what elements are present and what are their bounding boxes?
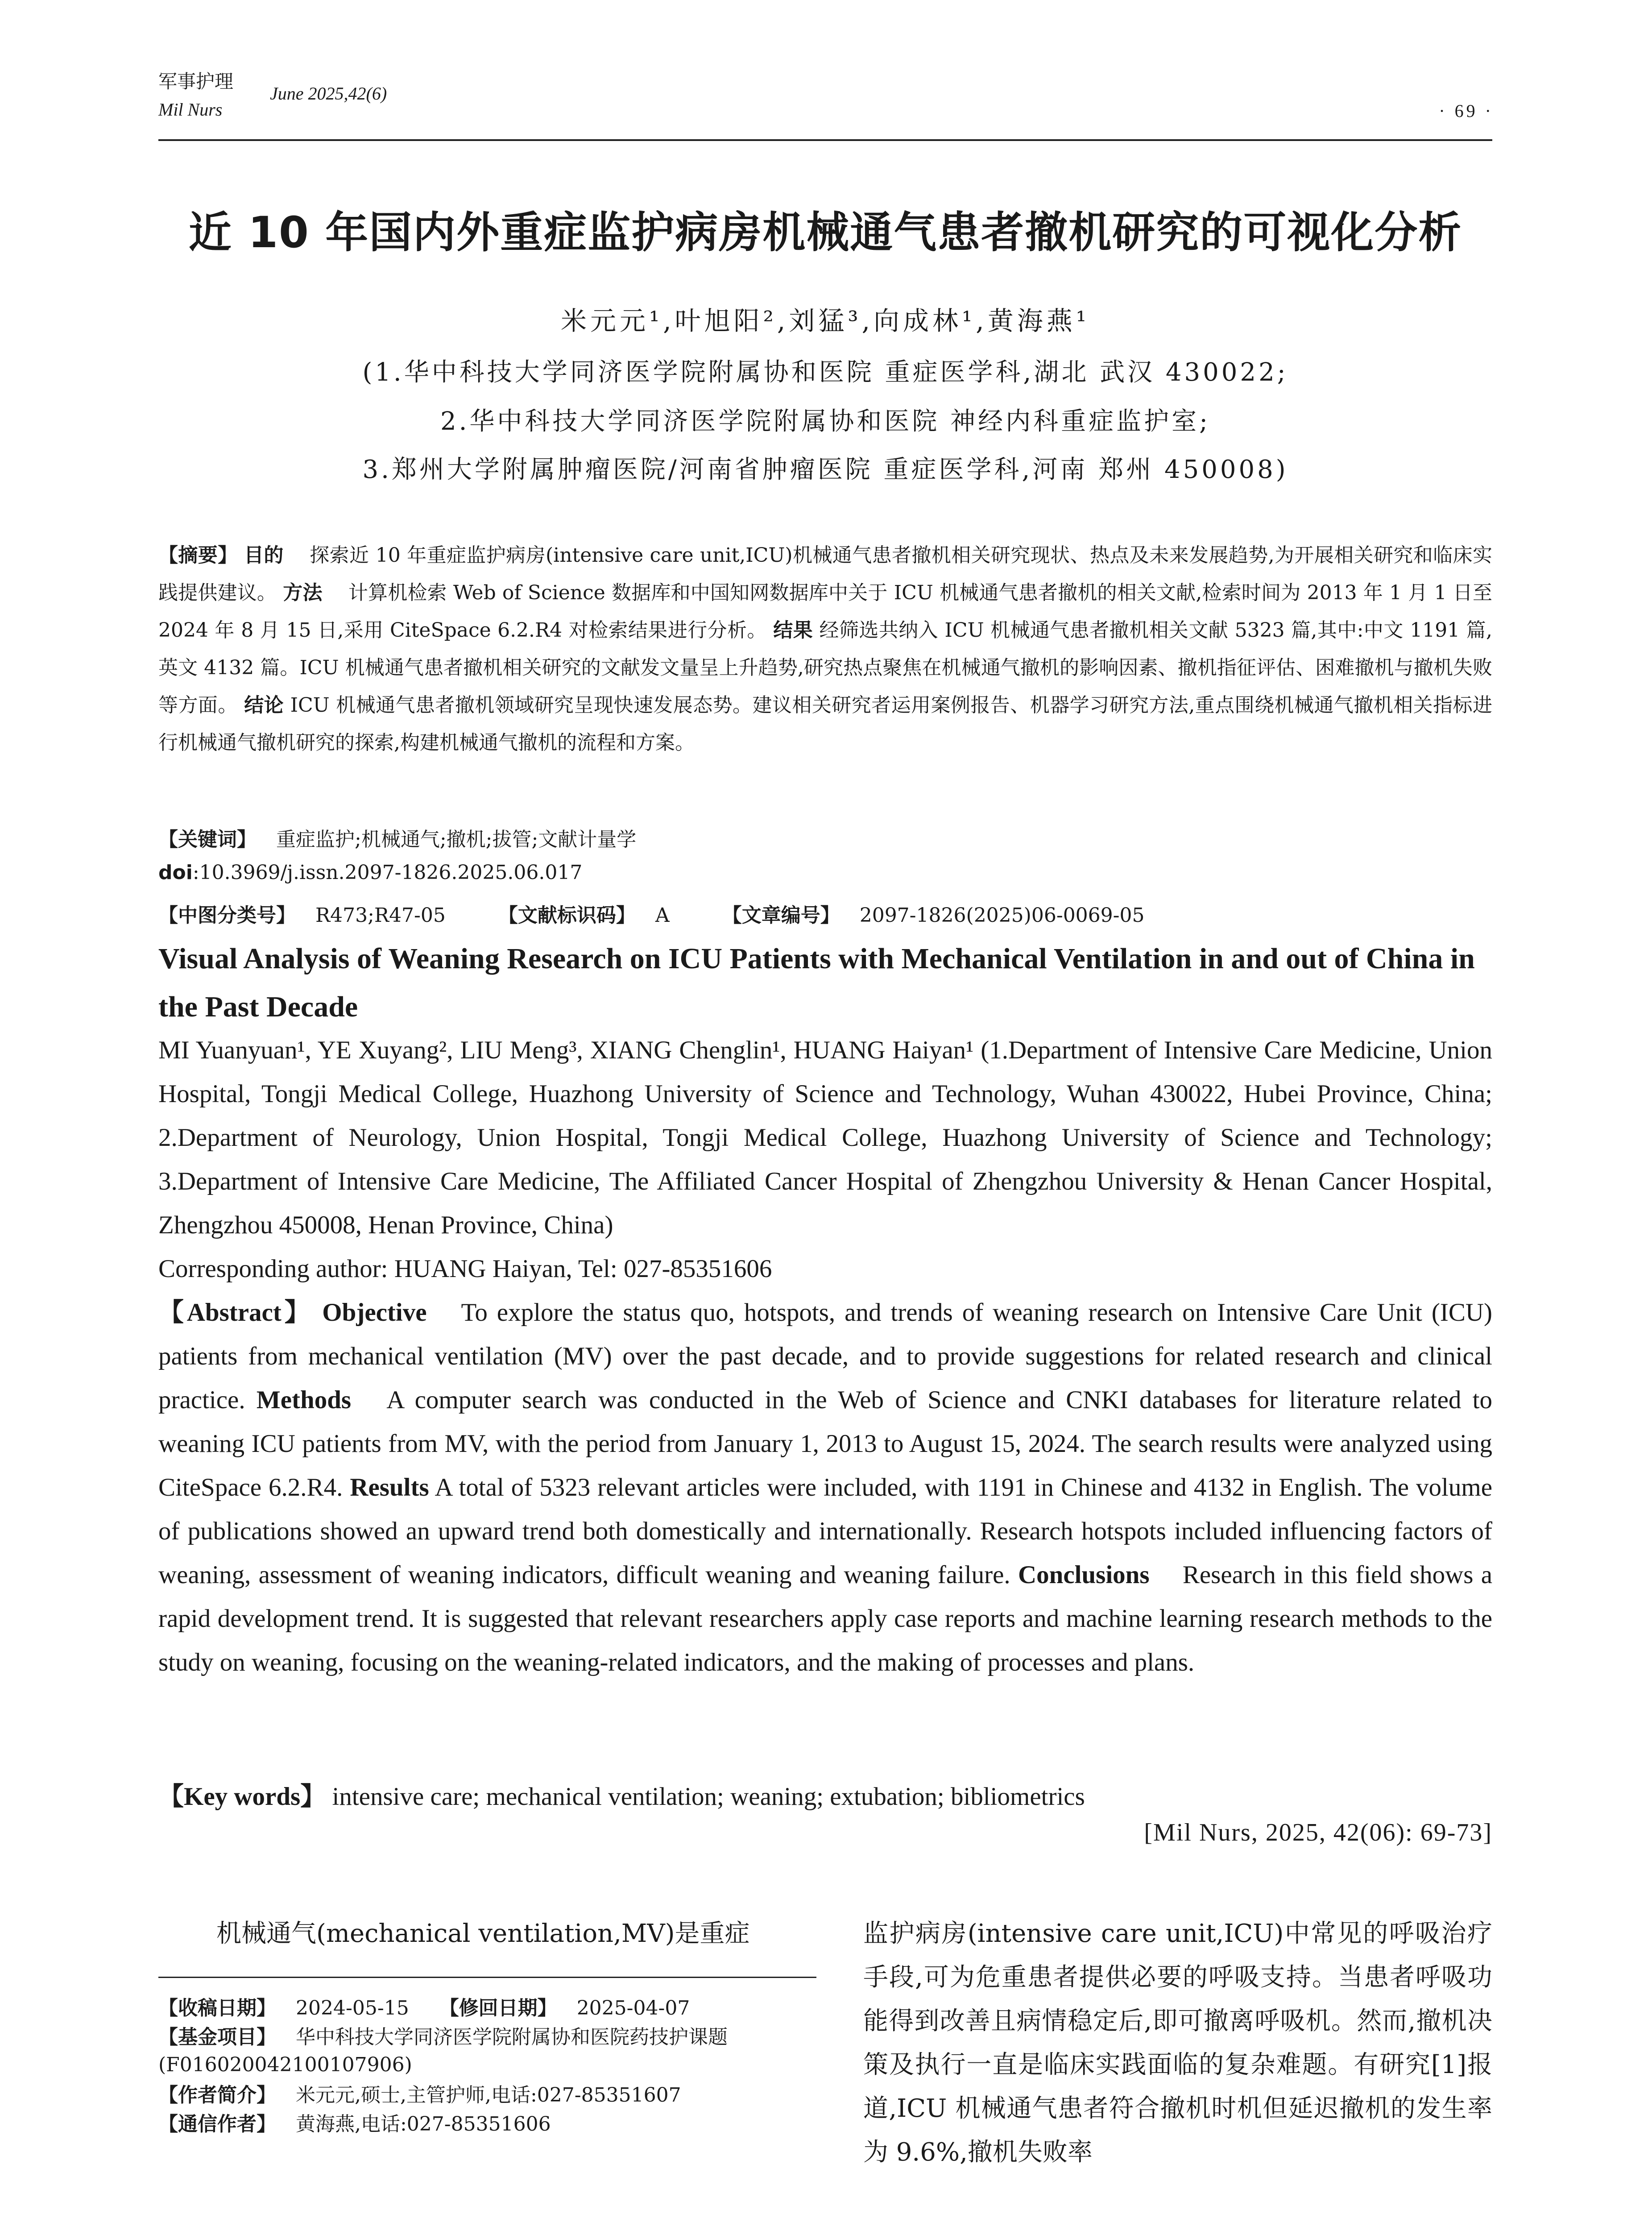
clc-value: R473;R47-05 — [315, 904, 446, 927]
en-objective: To explore the status quo, hotspots, and trends of weaning research on Intensive Care Unit (ICU) patients from mechanical ventilation (MV) over the past decade, and to provide suggestions for related research and clinical practice. — [158, 1298, 1492, 1414]
en-results-label: Results — [350, 1473, 429, 1501]
cn-abstract-label: 【摘要】 — [158, 544, 238, 567]
doc-code-value: A — [655, 904, 670, 927]
affiliation-2: 2.华中科技大学同济医学院附属协和医院 神经内科重症监护室; — [440, 407, 1211, 436]
english-keywords — [158, 1775, 1492, 1819]
english-title: Visual Analysis of Weaning Research on ICU Patients with Mechanical Ventilation in and out of China in the Past Decade — [158, 942, 1475, 1023]
english-authors: MI Yuanyuan¹, YE Xuyang², LIU Meng³, XIANG Chenglin¹, HUANG Haiyan¹ (1.Department of Intensive Care Medicine, Union Hospital, Tongji Medical College, Huazhong University of Science and Technology, Wuhan 430022, Hubei Province, China; 2.Department of Neurology, Union Hospital, Tongji Medical College, Huazhong University of Science and Technology; 3.Department of Intensive Care Medicine, The Affiliated Cancer Hospital of Zhengzhou University & Henan Cancer Hospital, Zhengzhou 450008, Henan Province, China) — [158, 1036, 1492, 1239]
footnote-corresponding — [158, 2111, 816, 2138]
en-methods: A computer search was conducted in the Web of Science and CNKI databases for literature related to weaning ICU patients from MV, with the period from January 1, 2013 to August 15, 2024. The search results were analyzed using CiteSpace 6.2.R4. — [158, 1386, 1493, 1501]
fund-label: 【基金项目】 — [158, 2026, 276, 2049]
doc-code-label: 【文献标识码】 — [498, 904, 636, 927]
cn-keywords — [158, 823, 636, 852]
en-keywords-label: 【Key words】 — [158, 1783, 326, 1811]
intro-left: 机械通气(mechanical ventilation,MV)是重症 — [216, 1919, 750, 1948]
en-abstract-label: 【Abstract】 — [158, 1298, 313, 1327]
en-keywords-value: intensive care; mechanical ventilation; weaning; extubation; bibliometrics — [332, 1783, 1085, 1811]
doi-label: doi — [158, 861, 193, 884]
doi-line — [158, 861, 582, 884]
citation: [Mil Nurs, 2025, 42(06): 69-73] — [1144, 1819, 1492, 1846]
author-bio-label: 【作者简介】 — [158, 2084, 276, 2107]
en-conclusions: Research in this field shows a rapid development trend. It is suggested that relevant researchers apply case reports and machine learning research methods to the study on weaning, focusing on the weaning-related indicators, and the making of processes and plans. — [158, 1561, 1492, 1676]
footnote-dates — [158, 1995, 816, 2022]
journal-name-en: Mil Nurs — [158, 100, 223, 120]
english-abstract — [158, 1291, 1492, 1684]
footnote-rule — [158, 1977, 816, 1978]
cn-objective-label: 目的 — [244, 544, 284, 567]
received-value: 2024-05-15 — [296, 1997, 409, 2020]
en-results: A total of 5323 relevant articles were included, with 1191 in Chinese and 4132 in English. The volume of publications showed an upward trend both domestically and internationally. Research hotspots included influencing factors of weaning, assessment of weaning indicators, difficult weaning and weaning failure. — [158, 1473, 1493, 1589]
cn-methods: 计算机检索 Web of Science 数据库和中国知网数据库中关于 ICU 机械通气患者撤机的相关文献,检索时间为 2013 年 1 月 1 日至 2024 年 8 月 15 日,采用 CiteSpace 6.2.R4 对检索结果进行分析。 — [158, 581, 1492, 642]
article-title: 近 10 年国内外重症监护病房机械通气患者撤机研究的可视化分析 — [188, 207, 1462, 257]
affiliation-1: (1.华中科技大学同济医学院附属协和医院 重症医学科,湖北 武汉 430022; — [362, 358, 1288, 387]
article-no-label: 【文章编号】 — [722, 904, 840, 927]
cn-results-label: 结果 — [773, 619, 813, 642]
corresponding-author: Corresponding author: HUANG Haiyan, Tel: 027-85351606 — [158, 1255, 772, 1283]
cn-keywords-value: 重症监护;机械通气;撤机;拔管;文献计量学 — [276, 828, 637, 851]
classification-line — [158, 899, 1145, 928]
corr-value: 黄海燕,电话:027-85351606 — [296, 2113, 551, 2136]
doi-value: :10.3969/j.issn.2097-1826.2025.06.017 — [192, 861, 583, 884]
en-conclusions-label: Conclusions — [1018, 1561, 1150, 1589]
cn-conclusions: ICU 机械通气患者撤机领域研究呈现快速发展态势。建议相关研究者运用案例报告、机器学习研究方法,重点围绕机械通气撤机相关指标进行机械通气撤机研究的探索,构建机械通气撤机的流程和方案。 — [158, 694, 1492, 754]
cn-methods-label: 方法 — [283, 581, 323, 604]
en-methods-label: Methods — [256, 1386, 352, 1414]
footnote-author — [158, 2082, 816, 2109]
cn-conclusions-label: 结论 — [244, 694, 284, 717]
article-no-value: 2097-1826(2025)06-0069-05 — [859, 904, 1145, 927]
corr-label: 【通信作者】 — [158, 2113, 276, 2136]
page-number: · 69 · — [1439, 101, 1494, 121]
cn-abstract — [158, 537, 1492, 762]
clc-label: 【中图分类号】 — [158, 904, 296, 927]
author-bio-value: 米元元,硕士,主管护师,电话:027-85351607 — [296, 2084, 681, 2107]
cn-keywords-label: 【关键词】 — [158, 828, 257, 851]
journal-name-cn: 军事护理 — [158, 70, 234, 92]
intro-right: 监护病房(intensive care unit,ICU)中常见的呼吸治疗手段,可为危重患者提供必要的呼吸支持。当患者呼吸功能得到改善且病情稳定后,即可撤离呼吸机。然而,撤机决策及执行一直是临床实践面临的复杂难题。有研究[1]报道,ICU 机械通气患者符合撤机时机但延迟撤机的发生率为 9.6%,撤机失败率 — [863, 1919, 1492, 2167]
header-rule — [158, 139, 1492, 141]
en-objective-label: Objective — [322, 1298, 427, 1327]
revised-label: 【修回日期】 — [439, 1997, 557, 2020]
cn-objective: 探索近 10 年重症监护病房(intensive care unit,ICU)机械通气患者撤机相关研究现状、热点及未来发展趋势,为开展相关研究和临床实践提供建议。 — [158, 544, 1492, 604]
cn-results: 经筛选共纳入 ICU 机械通气患者撤机相关文献 5323 篇,其中:中文 1191 篇,英文 4132 篇。ICU 机械通气患者撤机相关研究的文献发文量呈上升趋势,研究热点聚焦在机械通气撤机的影响因素、撤机指征评估、困难撤机与撤机失败等方面。 — [158, 619, 1492, 717]
affiliation-3: 3.郑州大学附属肿瘤医院/河南省肿瘤医院 重症医学科,河南 郑州 450008) — [362, 455, 1288, 484]
footnote-fund — [158, 2024, 816, 2079]
revised-value: 2025-04-07 — [576, 1997, 690, 2020]
fund-value: 华中科技大学同济医学院附属协和医院药技护课题(F016020042100107906) — [158, 2026, 728, 2076]
author-list: 米元元¹,叶旭阳²,刘猛³,向成林¹,黄海燕¹ — [560, 306, 1090, 336]
issue-info: June 2025,42(6) — [270, 83, 387, 104]
received-label: 【收稿日期】 — [158, 1997, 276, 2020]
